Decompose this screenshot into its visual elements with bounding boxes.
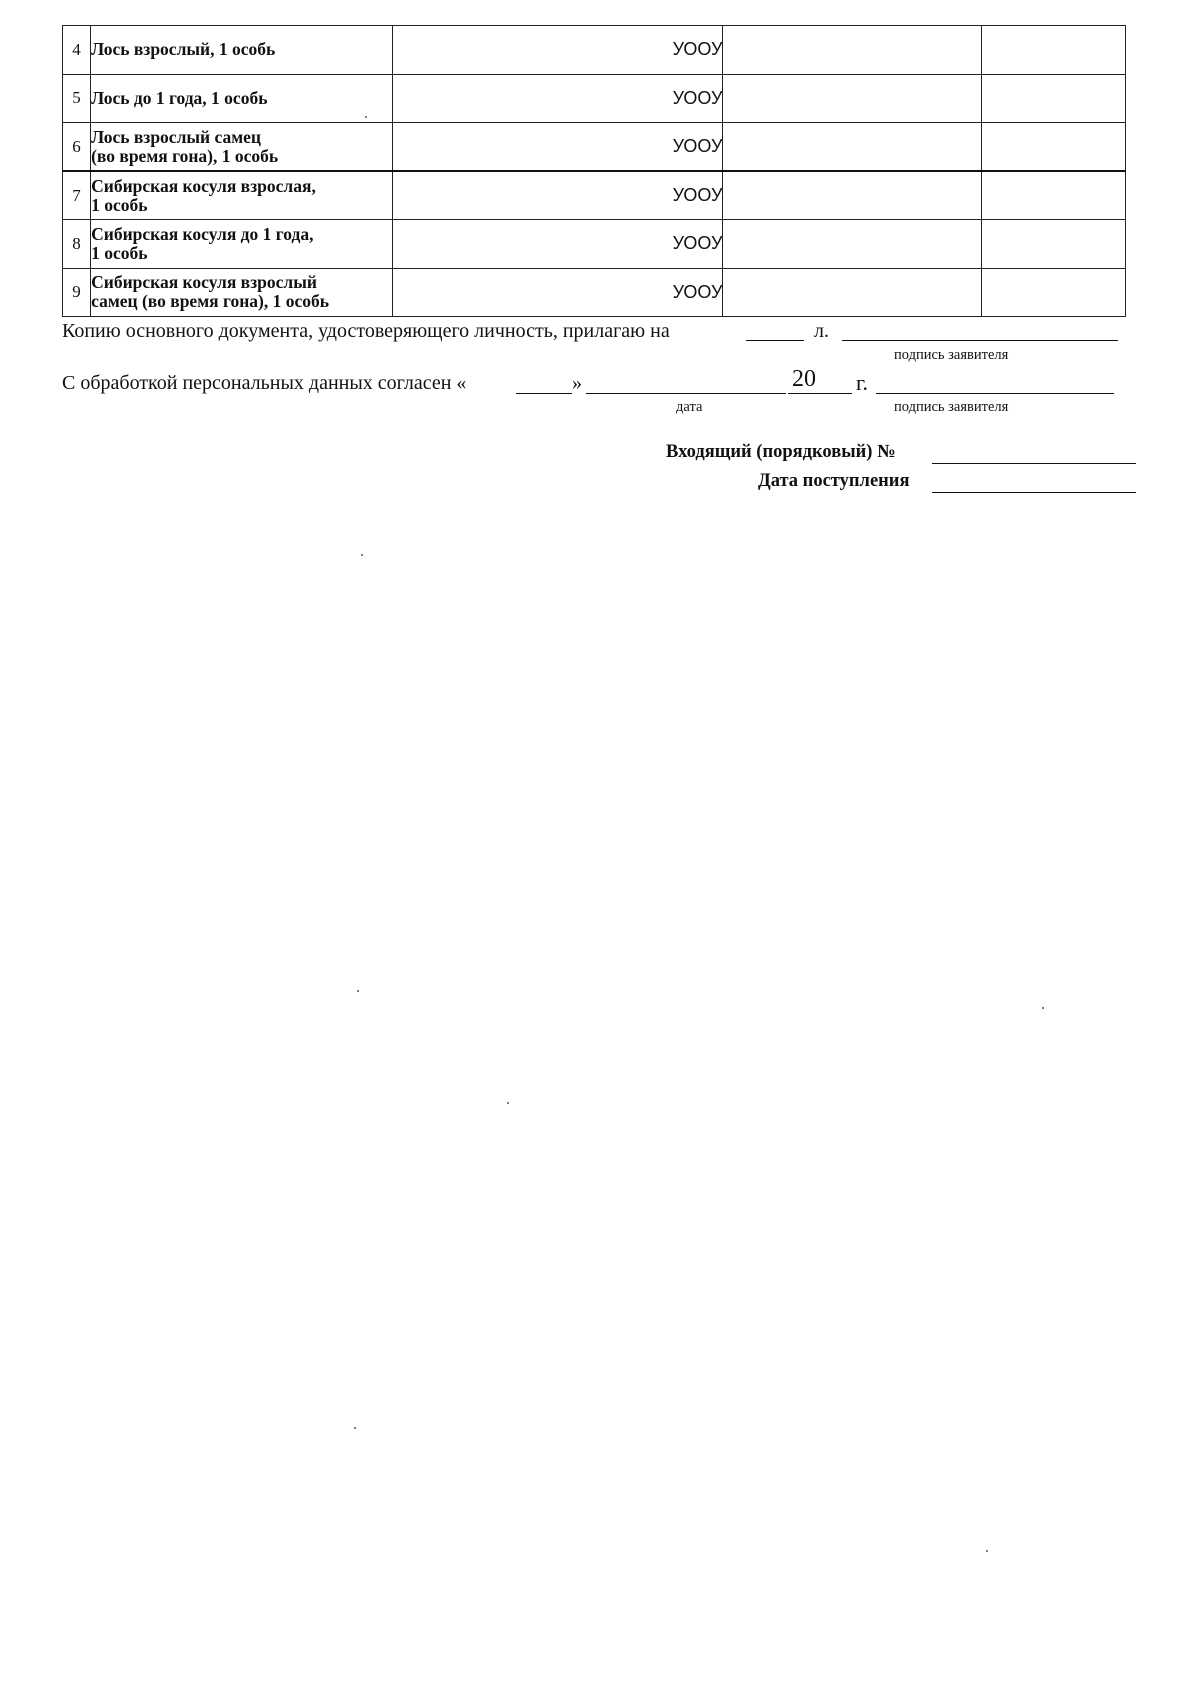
consent-month-field[interactable] (586, 393, 786, 394)
unit-cell (393, 26, 723, 75)
scan-speck (361, 554, 363, 556)
row-number-text: 5 (72, 88, 81, 108)
copy-signature-field[interactable] (842, 340, 1118, 341)
scan-speck (1042, 1007, 1044, 1009)
unit-cell-text: УООУ (672, 233, 723, 254)
quantity-cell[interactable] (723, 268, 982, 317)
quantity-cell[interactable] (723, 123, 982, 172)
unit-cell (393, 268, 723, 317)
quantity-cell[interactable] (723, 26, 982, 75)
scan-speck (986, 1550, 988, 1552)
quantity-cell[interactable] (723, 74, 982, 123)
row-number-text: 6 (72, 136, 81, 156)
unit-cell (393, 171, 723, 220)
receipt-date-label: Дата поступления (758, 471, 910, 491)
species-name (91, 171, 393, 220)
copy-signature-caption: подпись заявителя (894, 347, 1009, 363)
quantity-cell[interactable] (723, 220, 982, 269)
species-name-text: Лось взрослый самец (во время гона), 1 особь (91, 126, 279, 166)
row-number-text: 9 (72, 282, 81, 302)
scan-speck (354, 1427, 356, 1429)
unit-cell-text: УООУ (672, 39, 723, 60)
pages-count-field[interactable] (746, 340, 804, 341)
notes-cell[interactable] (982, 171, 1126, 220)
notes-cell[interactable] (982, 268, 1126, 317)
species-name-text: Лось взрослый, 1 особь (91, 39, 276, 60)
notes-cell[interactable] (982, 220, 1126, 269)
unit-cell-text: УООУ (672, 87, 723, 108)
table-row (63, 268, 1126, 317)
row-number (63, 26, 91, 75)
unit-cell (393, 74, 723, 123)
species-name (91, 74, 393, 123)
consent-statement: С обработкой персональных данных согласен « (62, 372, 467, 394)
row-number-text: 7 (72, 185, 81, 205)
consent-day-field[interactable] (516, 393, 572, 394)
table-row (63, 220, 1126, 269)
row-number-text: 4 (72, 39, 81, 59)
quantity-cell[interactable] (723, 171, 982, 220)
row-number (63, 123, 91, 172)
table-row (63, 171, 1126, 220)
consent-signature-field[interactable] (876, 393, 1114, 394)
scan-speck (507, 1102, 509, 1104)
scan-speck (357, 990, 359, 992)
row-number-text: 8 (72, 233, 81, 253)
species-name (91, 26, 393, 75)
species-name (91, 123, 393, 172)
species-name-text: Сибирская косуля взрослый самец (во время гона), 1 особь (91, 272, 330, 312)
notes-cell[interactable] (982, 123, 1126, 172)
incoming-number-field[interactable] (932, 463, 1136, 464)
unit-cell-text: УООУ (672, 136, 723, 156)
species-name (91, 268, 393, 317)
consent-date-caption: дата (676, 399, 703, 415)
receipt-date-field[interactable] (932, 492, 1136, 493)
table-row (63, 26, 1126, 75)
row-number (63, 74, 91, 123)
pages-suffix: л. (814, 320, 829, 342)
unit-cell-text: УООУ (672, 185, 723, 205)
species-name-text: Лось до 1 года, 1 особь (91, 87, 268, 108)
scan-speck (365, 116, 367, 118)
row-number (63, 268, 91, 317)
unit-cell (393, 123, 723, 172)
row-number (63, 171, 91, 220)
species-name-text: Сибирская косуля до 1 года, 1 особь (91, 223, 314, 263)
consent-signature-caption: подпись заявителя (894, 399, 1009, 415)
species-name (91, 220, 393, 269)
table-row (63, 74, 1126, 123)
table-row (63, 123, 1126, 172)
copy-statement: Копию основного документа, удостоверяющего личность, прилагаю на (62, 320, 670, 342)
consent-quote-close: » (572, 372, 582, 394)
consent-year-prefix: 20 (792, 366, 816, 392)
unit-cell-text: УООУ (672, 281, 723, 302)
game-species-table (62, 25, 1126, 317)
species-name-text: Сибирская косуля взрослая, 1 особь (91, 175, 316, 215)
consent-year-field[interactable] (788, 393, 852, 394)
unit-cell (393, 220, 723, 269)
incoming-number-label: Входящий (порядковый) № (666, 442, 896, 462)
consent-year-suffix: г. (856, 370, 869, 395)
notes-cell[interactable] (982, 26, 1126, 75)
notes-cell[interactable] (982, 74, 1126, 123)
row-number (63, 220, 91, 269)
